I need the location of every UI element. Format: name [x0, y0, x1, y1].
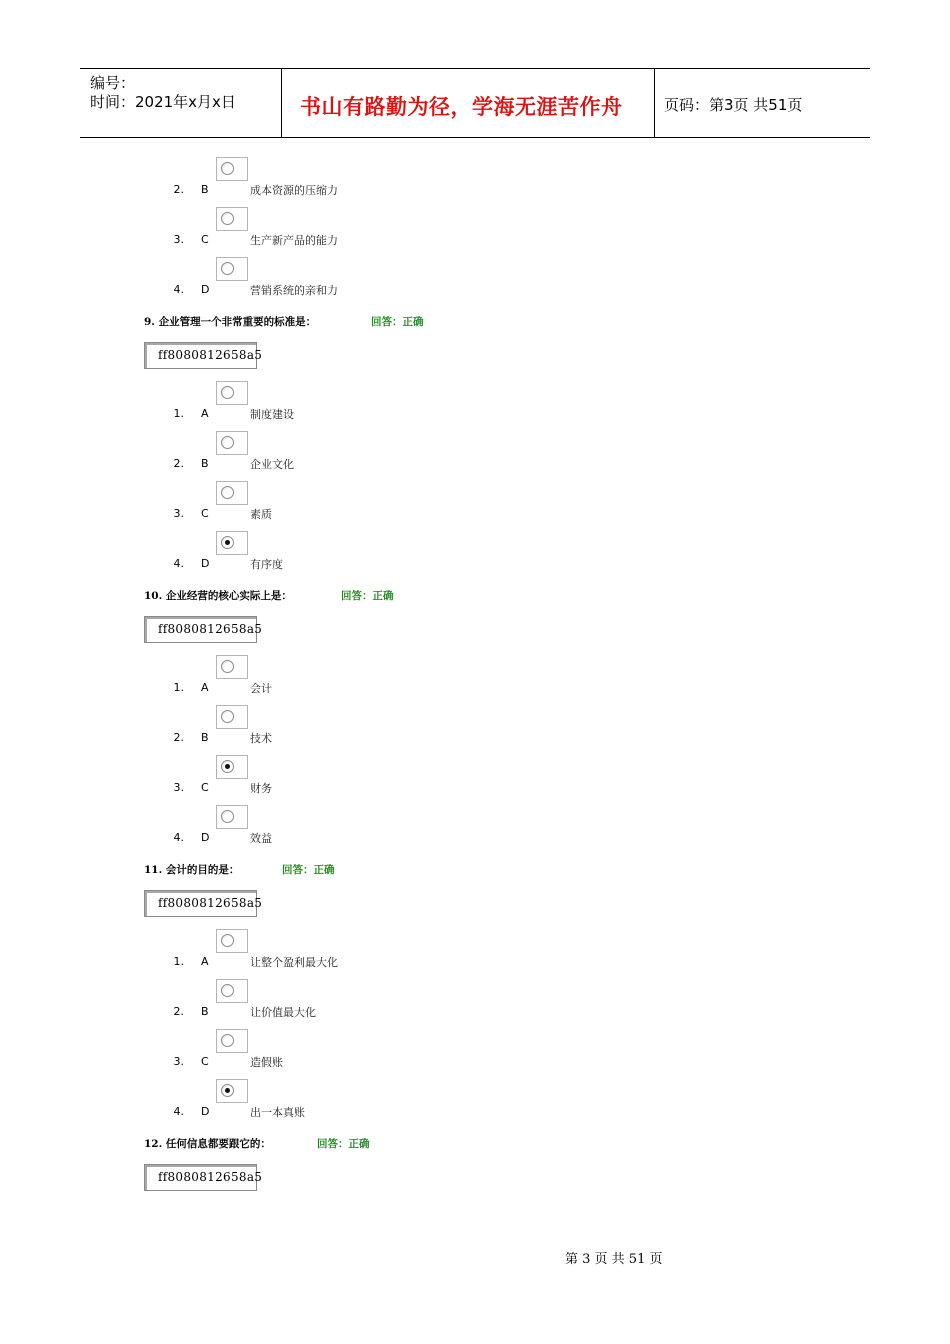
radio-icon [221, 486, 234, 499]
radio-option-b[interactable] [216, 431, 248, 455]
radio-icon [221, 660, 234, 673]
option-number: 1. [173, 681, 184, 694]
question-id-field [144, 616, 263, 643]
radio-icon [221, 710, 234, 723]
option-number: 3. [173, 507, 184, 520]
motto: 书山有路勤为径，学海无涯苦作舟 [300, 94, 623, 119]
option-letter: C [201, 507, 209, 520]
date-label: 时间：2021年x月x日 [90, 93, 236, 111]
question-title: 11. 会计的目的是： [144, 864, 240, 876]
option-text: 成本资源的压缩力 [250, 184, 338, 197]
answer-result: 回答：正确 [317, 1138, 370, 1150]
option-text: 技术 [250, 732, 272, 745]
radio-option-c[interactable] [216, 481, 248, 505]
radio-option-a[interactable] [216, 381, 248, 405]
option-letter: C [201, 781, 209, 794]
question-id: ff8080812658a5 [158, 348, 263, 362]
answer-result: 回答：正确 [371, 316, 424, 328]
option-text: 制度建设 [250, 408, 294, 421]
option-text: 营销系统的亲和力 [250, 284, 338, 297]
option-number: 2. [173, 183, 184, 196]
question-id: ff8080812658a5 [158, 896, 263, 910]
option-text: 效益 [250, 832, 272, 845]
option-letter: A [201, 955, 209, 968]
option-text: 出一本真账 [250, 1106, 305, 1119]
question-id: ff8080812658a5 [158, 622, 263, 636]
option-letter: B [201, 731, 209, 744]
radio-icon [221, 262, 234, 275]
option-letter: D [201, 557, 210, 570]
option-number: 3. [173, 1055, 184, 1068]
page-footer: 第 3 页 共 51 页 [565, 1252, 663, 1267]
option-letter: D [201, 283, 210, 296]
option-number: 2. [173, 457, 184, 470]
option-number: 1. [173, 955, 184, 968]
radio-option-d[interactable] [216, 531, 248, 555]
option-letter: D [201, 831, 210, 844]
option-text: 企业文化 [250, 458, 294, 471]
option-letter: B [201, 1005, 209, 1018]
option-number: 1. [173, 407, 184, 420]
radio-option-b[interactable] [216, 157, 248, 181]
radio-option-c[interactable] [216, 755, 248, 779]
question-id-field [144, 1164, 263, 1191]
option-letter: B [201, 457, 209, 470]
option-text: 财务 [250, 782, 272, 795]
radio-icon [221, 1034, 234, 1047]
radio-icon [221, 436, 234, 449]
option-number: 2. [173, 731, 184, 744]
radio-icon [221, 984, 234, 997]
option-text: 素质 [250, 508, 272, 521]
radio-icon [221, 810, 234, 823]
option-number: 4. [173, 283, 184, 296]
option-letter: C [201, 233, 209, 246]
radio-option-c[interactable] [216, 1029, 248, 1053]
radio-icon [221, 212, 234, 225]
answer-result: 回答：正确 [282, 864, 335, 876]
radio-option-a[interactable] [216, 655, 248, 679]
radio-icon [221, 934, 234, 947]
radio-option-c[interactable] [216, 207, 248, 231]
serial-label: 编号： [90, 74, 136, 92]
option-text: 生产新产品的能力 [250, 234, 338, 247]
radio-option-b[interactable] [216, 705, 248, 729]
option-number: 4. [173, 557, 184, 570]
option-number: 4. [173, 1105, 184, 1118]
radio-icon [221, 760, 234, 773]
option-text: 造假账 [250, 1056, 283, 1069]
radio-option-a[interactable] [216, 929, 248, 953]
option-text: 会计 [250, 682, 272, 695]
option-number: 3. [173, 781, 184, 794]
option-letter: A [201, 681, 209, 694]
option-letter: D [201, 1105, 210, 1118]
option-letter: A [201, 407, 209, 420]
option-letter: B [201, 183, 209, 196]
question-title: 12. 任何信息都要跟它的： [144, 1138, 271, 1150]
question-id: ff8080812658a5 [158, 1170, 263, 1184]
page-header [80, 68, 870, 138]
page-code: 页码：第3页 共51页 [664, 96, 803, 114]
option-text: 让整个盈利最大化 [250, 956, 338, 969]
header-divider [654, 69, 655, 137]
option-text: 让价值最大化 [250, 1006, 316, 1019]
radio-icon [221, 162, 234, 175]
radio-option-b[interactable] [216, 979, 248, 1003]
question-id-field [144, 342, 263, 369]
radio-icon [221, 386, 234, 399]
radio-icon [221, 1084, 234, 1097]
option-number: 3. [173, 233, 184, 246]
radio-icon [221, 536, 234, 549]
radio-option-d[interactable] [216, 1079, 248, 1103]
header-divider [281, 69, 282, 137]
answer-result: 回答：正确 [341, 590, 394, 602]
radio-option-d[interactable] [216, 257, 248, 281]
option-letter: C [201, 1055, 209, 1068]
option-number: 4. [173, 831, 184, 844]
question-title: 9. 企业管理一个非常重要的标准是： [144, 316, 317, 328]
question-id-field [144, 890, 263, 917]
option-number: 2. [173, 1005, 184, 1018]
radio-option-d[interactable] [216, 805, 248, 829]
question-title: 10. 企业经营的核心实际上是： [144, 590, 292, 602]
option-text: 有序度 [250, 558, 283, 571]
